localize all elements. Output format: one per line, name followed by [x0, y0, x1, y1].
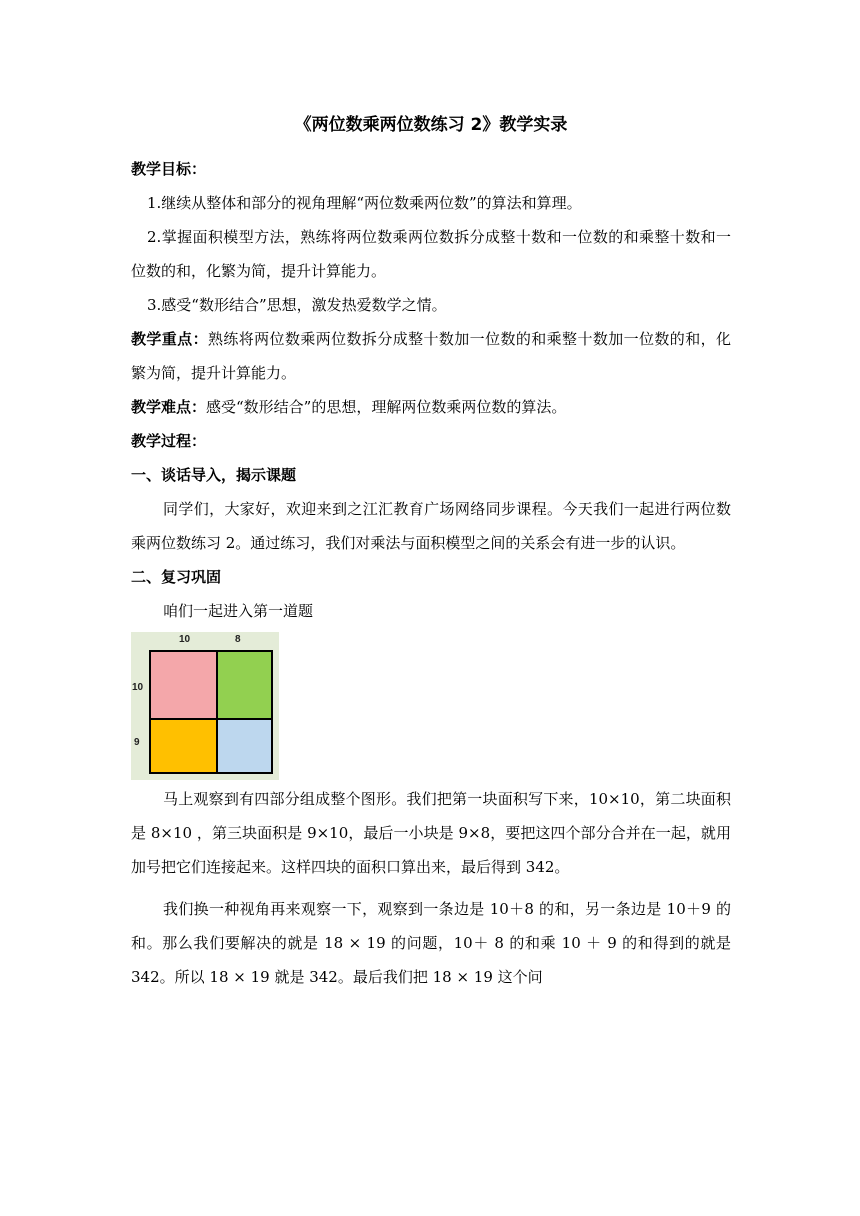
- process-heading: 教学过程：: [131, 432, 207, 450]
- difficulty: [131, 390, 731, 424]
- figure-left-label-2: 9: [134, 737, 140, 748]
- section2-heading: 二、复习巩固: [131, 568, 222, 586]
- key-point-text: 熟练将两位数乘两位数拆分成整十数加一位数的和乘整十数加一位数的和，化繁为简，提升计算能力。: [131, 330, 731, 382]
- section2-intro: 咱们一起进入第一道题: [163, 602, 314, 620]
- area-cell-2: [216, 650, 273, 720]
- area-cell-4: [216, 718, 273, 774]
- key-point-label: 教学重点：: [131, 330, 208, 348]
- goal-item-3: 3.感受“数形结合”思想，激发热爱数学之情。: [147, 296, 447, 314]
- goals-heading: 教学目标：: [131, 160, 207, 178]
- document-page: [131, 112, 731, 994]
- key-point: [131, 322, 731, 390]
- document-title: 《两位数乘两位数练习 2》教学实录: [294, 115, 568, 135]
- section1-paragraph: 同学们，大家好，欢迎来到之江汇教育广场网络同步课程。今天我们一起进行两位数乘两位数练习 2。通过练习，我们对乘法与面积模型之间的关系会有进一步的认识。: [131, 500, 731, 552]
- difficulty-label: 教学难点：: [131, 398, 207, 416]
- section2-paragraph-2: 我们换一种视角再来观察一下，观察到一条边是 10＋8 的和，另一条边是 10＋9 的和。那么我们要解决的就是 18 × 19 的问题，10＋ 8 的和乘 10 ＋ 9 的和得到的就是 342。所以 18 × 19 就是 342。最后我们把 18 × 19 这个问: [131, 900, 731, 986]
- area-cell-3: [149, 718, 218, 774]
- difficulty-text: 感受“数形结合”的思想，理解两位数乘两位数的算法。: [206, 398, 567, 416]
- section1-heading: 一、谈话导入，揭示课题: [131, 466, 297, 484]
- goal-item-2: 2.掌握面积模型方法，熟练将两位数乘两位数拆分成整十数和一位数的和乘整十数和一位数的和，化繁为简，提升计算能力。: [131, 228, 731, 280]
- area-model-figure: [131, 632, 279, 780]
- figure-top-label-1: 10: [179, 634, 191, 645]
- figure-top-label-2: 8: [235, 634, 241, 645]
- section2-paragraph-1: 马上观察到有四部分组成整个图形。我们把第一块面积写下来，10×10，第二块面积是 8×10 ，第三块面积是 9×10，最后一小块是 9×8，要把这四个部分合并在一起，就用加号把它们连接起来。这样四块的面积口算出来，最后得到 342。: [131, 790, 731, 876]
- goal-item-1: 1.继续从整体和部分的视角理解“两位数乘两位数”的算法和算理。: [147, 194, 582, 212]
- area-cell-1: [149, 650, 218, 720]
- figure-left-label-1: 10: [132, 682, 144, 693]
